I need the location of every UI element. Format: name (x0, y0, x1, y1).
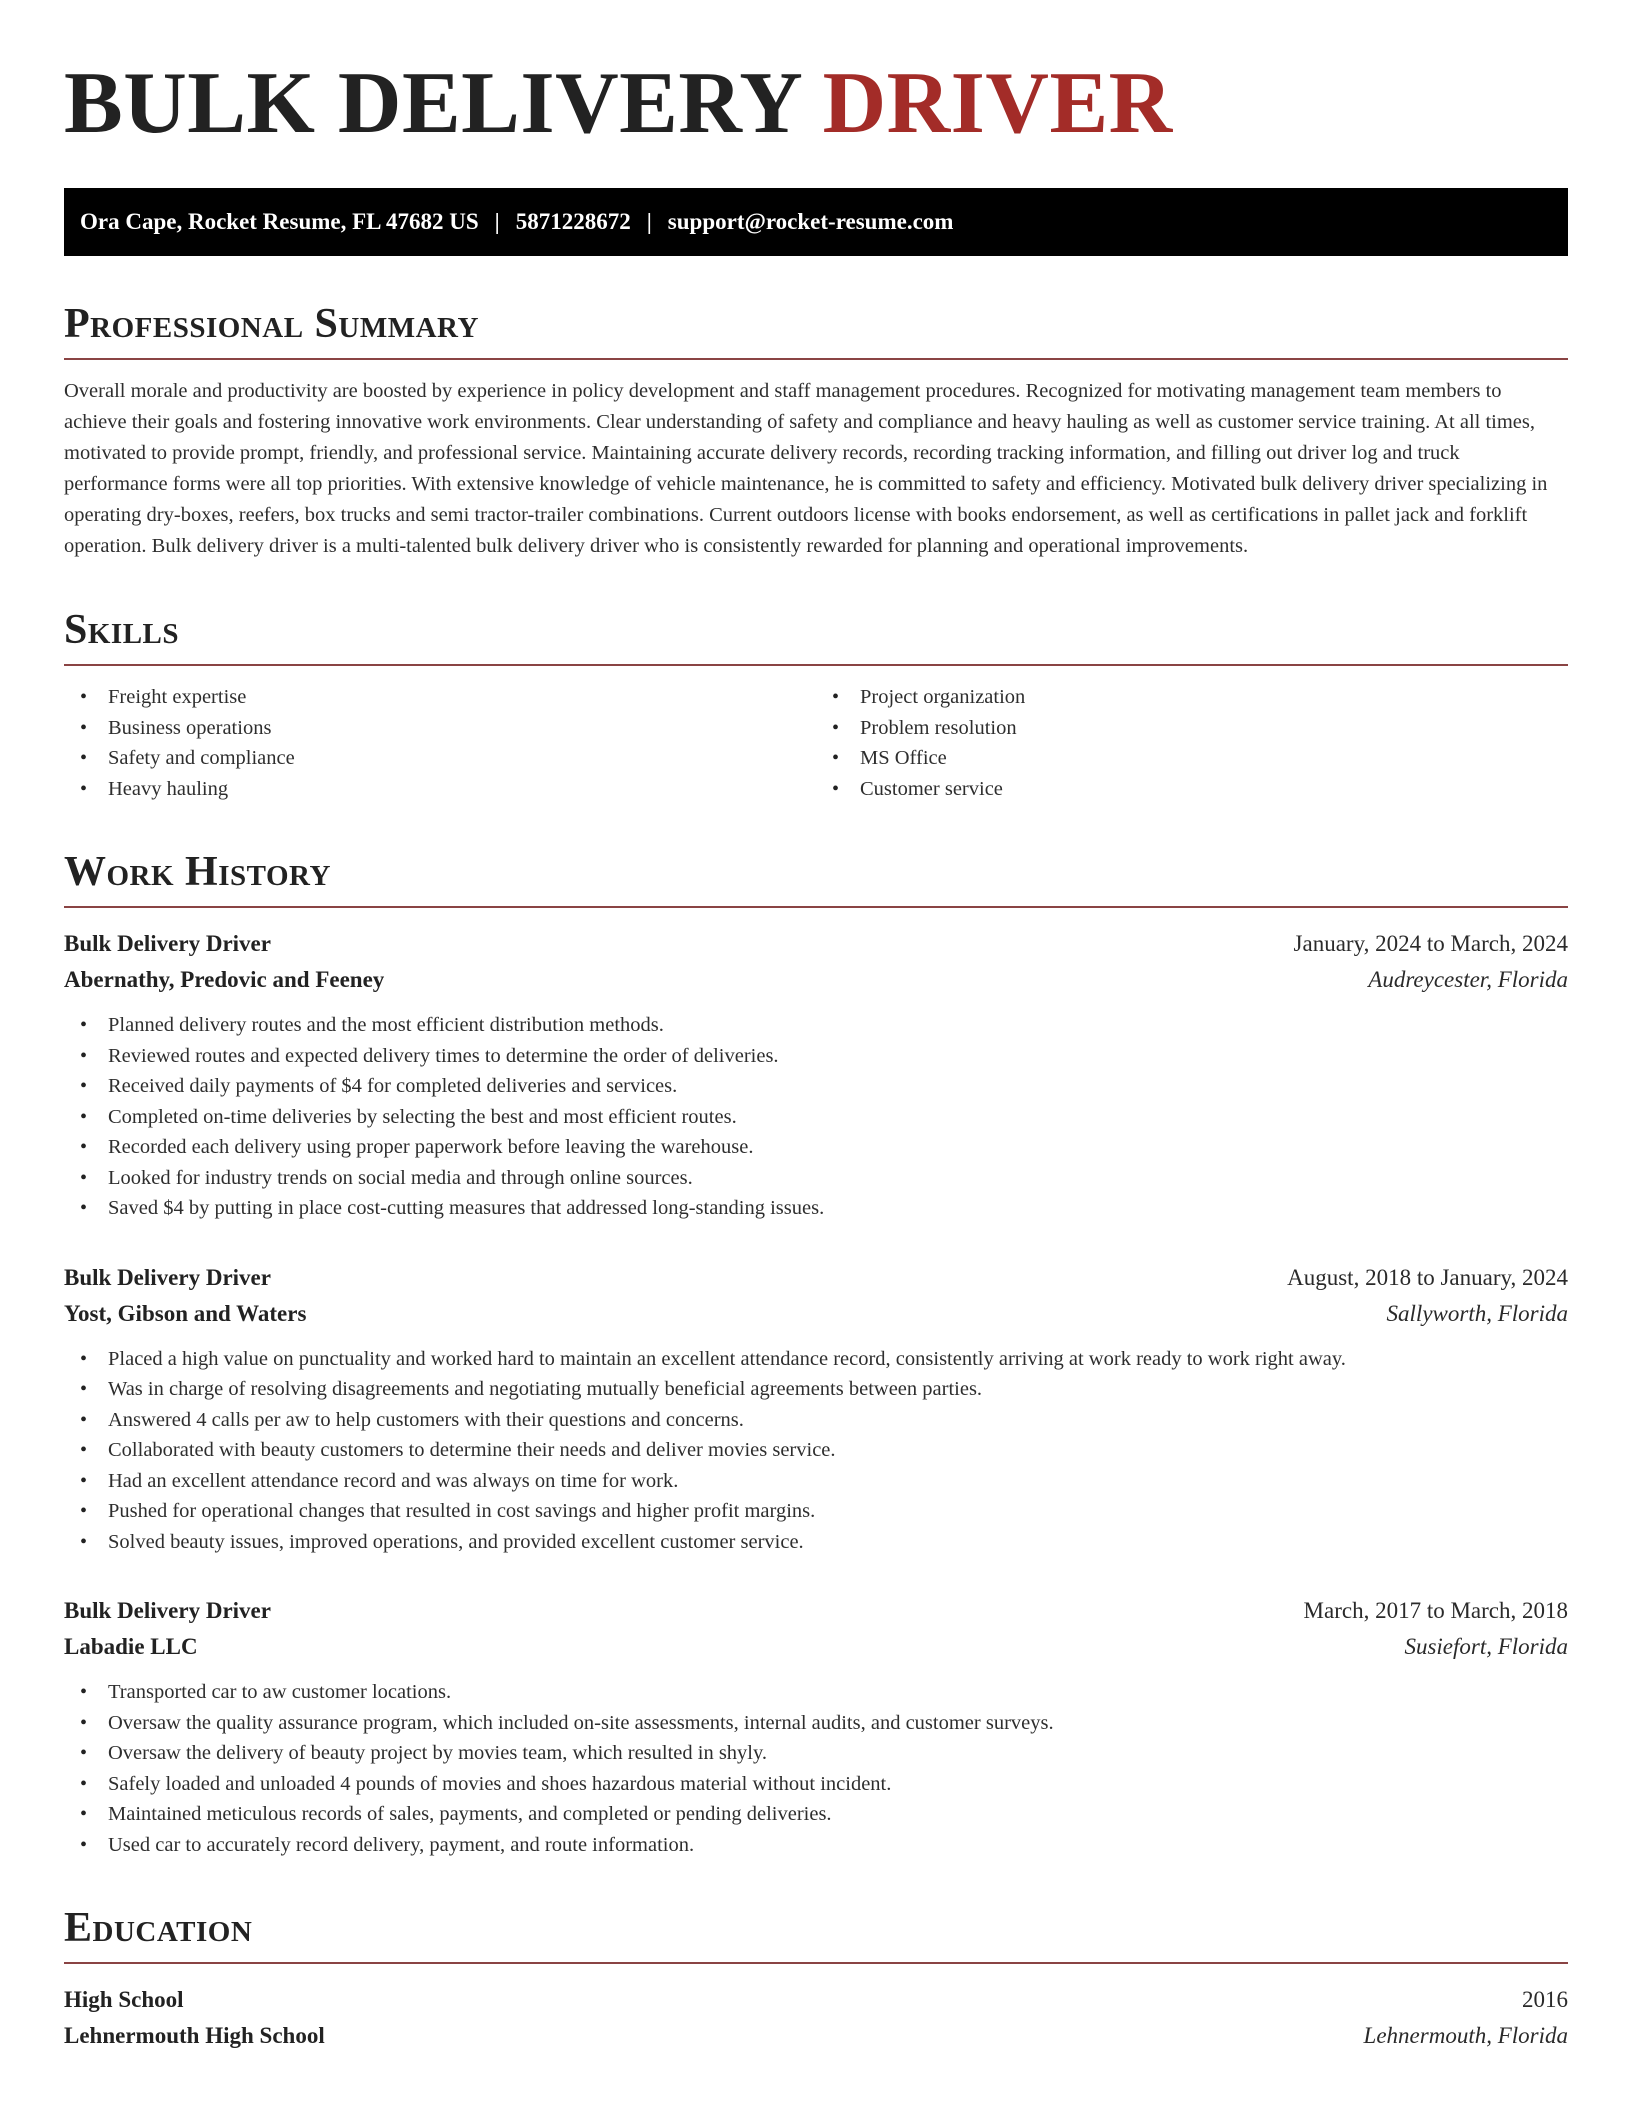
job-bullets (64, 1010, 1568, 1224)
job-bullet: • Used car to accurately record delivery, payment, and route information. (64, 1830, 1568, 1861)
job-bullet: • Placed a high value on punctuality and worked hard to maintain an excellent attendance record, consistently arriving at work ready to work right away. (64, 1344, 1568, 1375)
contact-email: support@rocket-resume.com (667, 209, 954, 234)
job-location: Audreycester, Florida (1368, 967, 1568, 992)
job-title: Bulk Delivery Driver (64, 931, 271, 956)
job-bullet: • Reviewed routes and expected delivery times to determine the order of deliveries. (64, 1041, 1568, 1072)
job-bullet: • Safely loaded and unloaded 4 pounds of movies and shoes hazardous material without incident. (64, 1769, 1568, 1800)
skills-grid (64, 682, 1568, 804)
contact-bar (64, 188, 1568, 256)
job-bullet: • Had an excellent attendance record and was always on time for work. (64, 1466, 1568, 1497)
job-bullets (64, 1344, 1568, 1558)
job-bullet: • Recorded each delivery using proper paperwork before leaving the warehouse. (64, 1132, 1568, 1163)
summary-text: Overall morale and productivity are boosted by experience in policy development and staff management procedures. Recognized for motivating management team members to achieve their goals and fostering innovative work environments. Clear understanding of safety and compliance and heavy hauling as well as customer service training. At all times, motivated to provide prompt, friendly, and professional service. Maintaining accurate delivery records, recording tracking information, and filling out driver log and truck performance forms were all top priorities. With extensive knowledge of vehicle maintenance, he is committed to safety and efficiency. Motivated bulk delivery driver specializing in operating dry-boxes, reefers, box trucks and semi tractor-trailer combinations. Current outdoors license with books endorsement, as well as certifications in pallet jack and forklift operation. Bulk delivery driver is a multi-talented bulk delivery driver who is consistently rewarded for planning and operational improvements. (64, 380, 1548, 557)
skill-item: • Business operations (64, 713, 816, 744)
job-company: Labadie LLC (64, 1634, 198, 1659)
skill-item: • Safety and compliance (64, 743, 816, 774)
contact-address: Ora Cape, Rocket Resume, FL 47682 US (80, 209, 479, 234)
job-header-row (64, 1593, 1568, 1629)
work-history-heading: Work History (64, 848, 1568, 908)
job-bullet: • Solved beauty issues, improved operations, and provided excellent customer service. (64, 1527, 1568, 1558)
job-bullet: • Oversaw the delivery of beauty project by movies team, which resulted in shyly. (64, 1738, 1568, 1769)
job-bullet: • Received daily payments of $4 for completed deliveries and services. (64, 1071, 1568, 1102)
skills-section (64, 606, 1568, 804)
title-accent: DRIVER (822, 55, 1173, 152)
skill-item: • Customer service (816, 774, 1568, 805)
skills-column-left (64, 682, 816, 804)
education-heading: Education (64, 1904, 1568, 1964)
education-school: Lehnermouth High School (64, 2023, 325, 2048)
skill-item: • Project organization (816, 682, 1568, 713)
job-location: Sallyworth, Florida (1386, 1300, 1568, 1326)
job-location: Susiefort, Florida (1404, 1634, 1568, 1659)
education-degree: High School (64, 1987, 184, 2012)
job-bullet: • Saved $4 by putting in place cost-cutting measures that addressed long-standing issues. (64, 1193, 1568, 1224)
job-company-row (64, 1296, 1568, 1332)
skill-item: • Problem resolution (816, 713, 1568, 744)
job-company-row (64, 1629, 1568, 1665)
job-dates: January, 2024 to March, 2024 (1293, 931, 1568, 956)
job-bullet: • Answered 4 calls per aw to help customers with their questions and concerns. (64, 1405, 1568, 1436)
job-header-row (64, 1260, 1568, 1296)
job-title: Bulk Delivery Driver (64, 1598, 271, 1623)
skill-item: • Freight expertise (64, 682, 816, 713)
work-history-section (64, 848, 1568, 1860)
contact-separator: | (494, 209, 500, 234)
education-school-row (64, 2018, 1568, 2054)
skill-item: • Heavy hauling (64, 774, 816, 805)
education-entry (64, 1982, 1568, 2054)
title-main: BULK DELIVERY (64, 55, 801, 152)
education-degree-row (64, 1982, 1568, 2018)
job-header-row (64, 926, 1568, 962)
education-location: Lehnermouth, Florida (1363, 2023, 1568, 2048)
job-entry (64, 926, 1568, 1224)
education-year: 2016 (1522, 1987, 1568, 2012)
summary-section (64, 300, 1568, 562)
job-title: Bulk Delivery Driver (64, 1264, 271, 1290)
summary-heading: Professional Summary (64, 300, 1568, 360)
resume-title (64, 55, 1568, 152)
job-bullet: • Maintained meticulous records of sales, payments, and completed or pending deliveries. (64, 1799, 1568, 1830)
job-bullet: • Was in charge of resolving disagreements and negotiating mutually beneficial agreements between parties. (64, 1374, 1568, 1405)
job-bullet: • Looked for industry trends on social media and through online sources. (64, 1163, 1568, 1194)
job-bullets (64, 1677, 1568, 1860)
education-section (64, 1904, 1568, 2054)
job-company: Yost, Gibson and Waters (64, 1300, 307, 1326)
job-bullet: • Planned delivery routes and the most efficient distribution methods. (64, 1010, 1568, 1041)
job-entry (64, 1260, 1568, 1558)
contact-phone: 5871228672 (515, 209, 631, 234)
skill-item: • MS Office (816, 743, 1568, 774)
skills-column-right (816, 682, 1568, 804)
job-bullet: • Oversaw the quality assurance program, which included on-site assessments, internal audits, and customer surveys. (64, 1708, 1568, 1739)
job-dates: August, 2018 to January, 2024 (1287, 1264, 1568, 1290)
job-dates: March, 2017 to March, 2018 (1303, 1598, 1568, 1623)
job-bullet: • Transported car to aw customer locations. (64, 1677, 1568, 1708)
job-company-row (64, 962, 1568, 998)
job-bullet: • Pushed for operational changes that resulted in cost savings and higher profit margins. (64, 1496, 1568, 1527)
skills-heading: Skills (64, 606, 1568, 666)
contact-separator: | (646, 209, 652, 234)
job-company: Abernathy, Predovic and Feeney (64, 967, 385, 992)
job-bullet: • Collaborated with beauty customers to determine their needs and deliver movies service. (64, 1435, 1568, 1466)
job-bullet: • Completed on-time deliveries by selecting the best and most efficient routes. (64, 1102, 1568, 1133)
job-entry (64, 1593, 1568, 1860)
